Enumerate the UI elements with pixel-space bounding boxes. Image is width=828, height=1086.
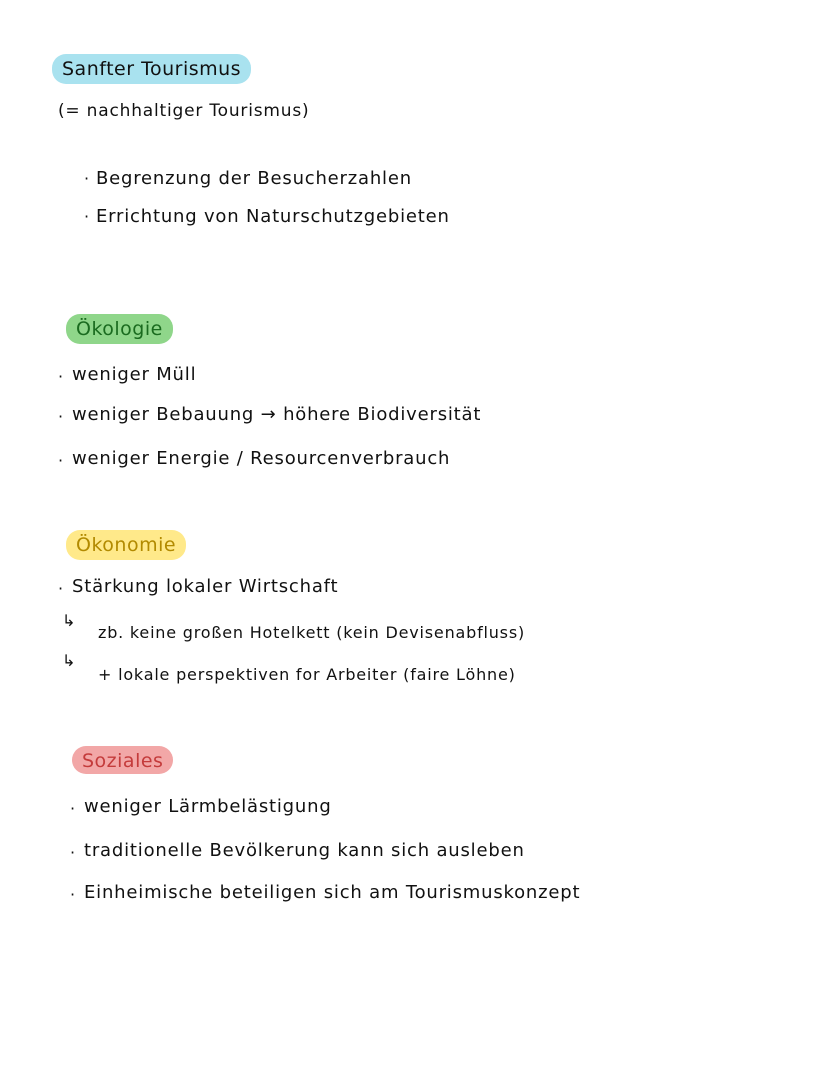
list-item: weniger Energie / Resourcenverbrauch [72, 448, 451, 469]
list-item: traditionelle Bevölkerung kann sich ausleben [84, 840, 525, 861]
list-item: + lokale perspektiven for Arbeiter (faire Löhne) [98, 665, 516, 684]
bullet-icon: · [84, 207, 90, 226]
page-title: Sanfter Tourismus [62, 58, 242, 80]
subtitle: (= nachhaltiger Tourismus) [58, 101, 310, 121]
section-heading-oekologie: Ökologie [76, 318, 163, 340]
oekonomie-highlight [66, 530, 186, 560]
bullet-icon: · [58, 451, 64, 470]
list-item: Einheimische beteiligen sich am Tourismuskonzept [84, 882, 581, 903]
list-item: weniger Müll [72, 364, 197, 385]
bullet-icon: · [70, 799, 76, 818]
bullet-icon: · [70, 885, 76, 904]
soziales-highlight [72, 746, 173, 774]
bullet-icon: · [70, 843, 76, 862]
list-item: Errichtung von Naturschutzgebieten [96, 206, 450, 227]
oekologie-highlight [66, 314, 173, 344]
arrow-icon: ↳ [62, 611, 76, 630]
list-item: Stärkung lokaler Wirtschaft [72, 576, 339, 597]
bullet-icon: · [58, 579, 64, 598]
list-item: zb. keine großen Hotelkett (kein Devisenabfluss) [98, 623, 526, 642]
arrow-icon: ↳ [62, 651, 76, 670]
bullet-icon: · [58, 407, 64, 426]
section-heading-soziales: Soziales [82, 750, 164, 772]
bullet-icon: · [58, 367, 64, 386]
list-item: weniger Lärmbelästigung [84, 796, 332, 817]
title-highlight [52, 54, 251, 84]
list-item: Begrenzung der Besucherzahlen [96, 168, 412, 189]
list-item: weniger Bebauung → höhere Biodiversität [72, 404, 482, 425]
section-heading-oekonomie: Ökonomie [76, 534, 177, 556]
bullet-icon: · [84, 169, 90, 188]
